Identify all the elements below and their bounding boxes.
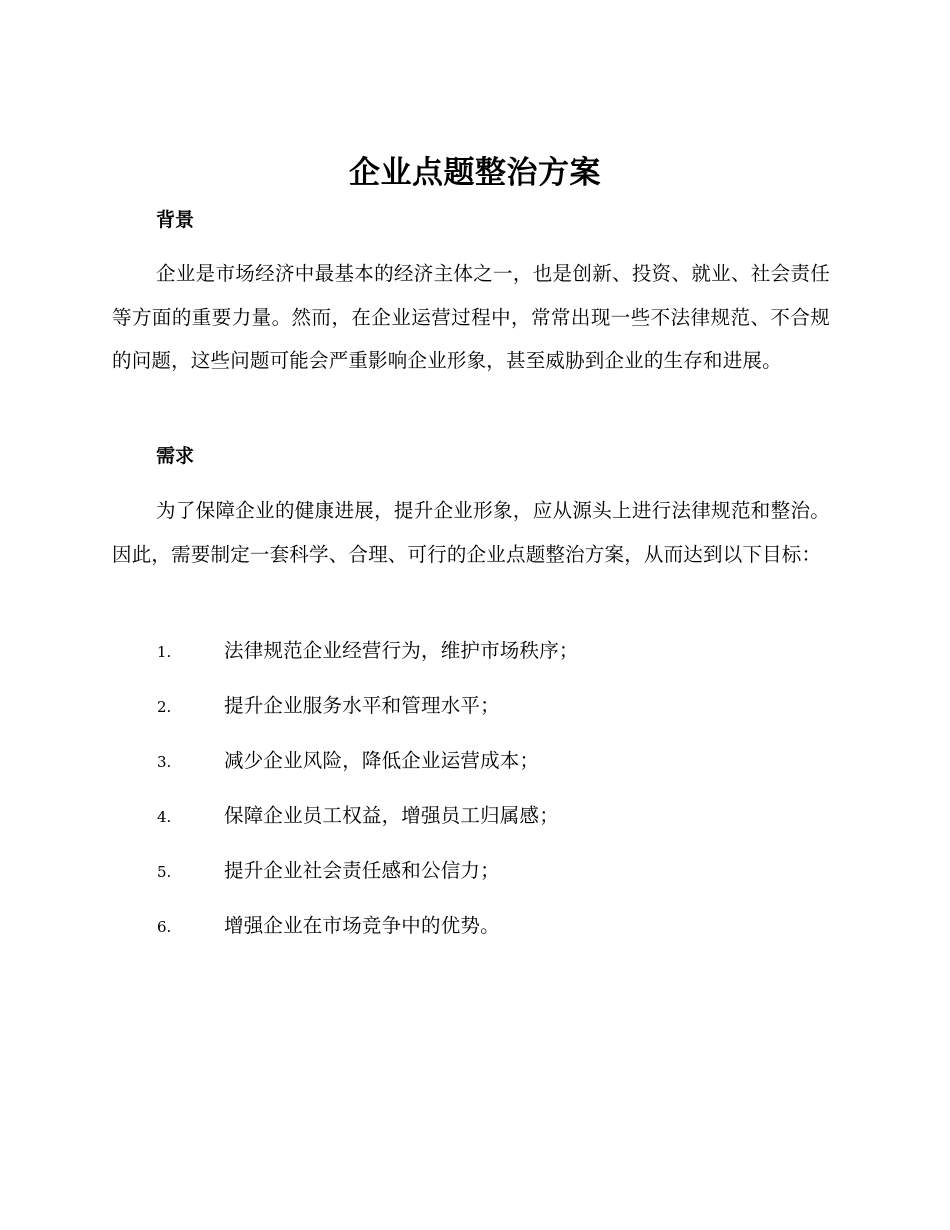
list-item-number: 1. [157,643,172,661]
list-item [0,685,950,740]
list-item [0,630,950,685]
list-item [0,905,950,960]
list-item-text: 提升企业服务水平和管理水平； [224,694,500,717]
requirements-paragraph: 为了保障企业的健康进展，提升企业形象，应从源头上进行法律规范和整治。因此，需要制定一套科学、合理、可行的企业点题整治方案，从而达到以下目标： [112,499,830,566]
list-item-number: 3. [157,753,172,771]
list-item [0,850,950,905]
list-item [0,795,950,850]
goal-list [0,630,950,960]
section-heading-background: 背景 [156,209,195,231]
section-heading-requirements: 需求 [156,445,195,467]
list-item-text: 保障企业员工权益，增强员工归属感； [224,804,559,827]
list-item-text: 减少企业风险，降低企业运营成本； [224,749,540,772]
list-item-number: 5. [157,863,172,881]
list-item-text: 法律规范企业经营行为，维护市场秩序； [224,639,579,662]
list-item-number: 2. [157,698,172,716]
list-item [0,740,950,795]
list-item-text: 提升企业社会责任感和公信力； [224,859,500,882]
list-item-number: 4. [157,808,172,826]
document-title: 企业点题整治方案 [349,155,601,191]
list-item-text: 增强企业在市场竞争中的优势。 [224,914,500,937]
background-paragraph: 企业是市场经济中最基本的经济主体之一，也是创新、投资、就业、社会责任等方面的重要力量。然而，在企业运营过程中，常常出现一些不法律规范、不合规的问题，这些问题可能会严重影响企业形象，甚至威胁到企业的生存和进展。 [112,262,830,372]
list-item-number: 6. [157,918,172,936]
